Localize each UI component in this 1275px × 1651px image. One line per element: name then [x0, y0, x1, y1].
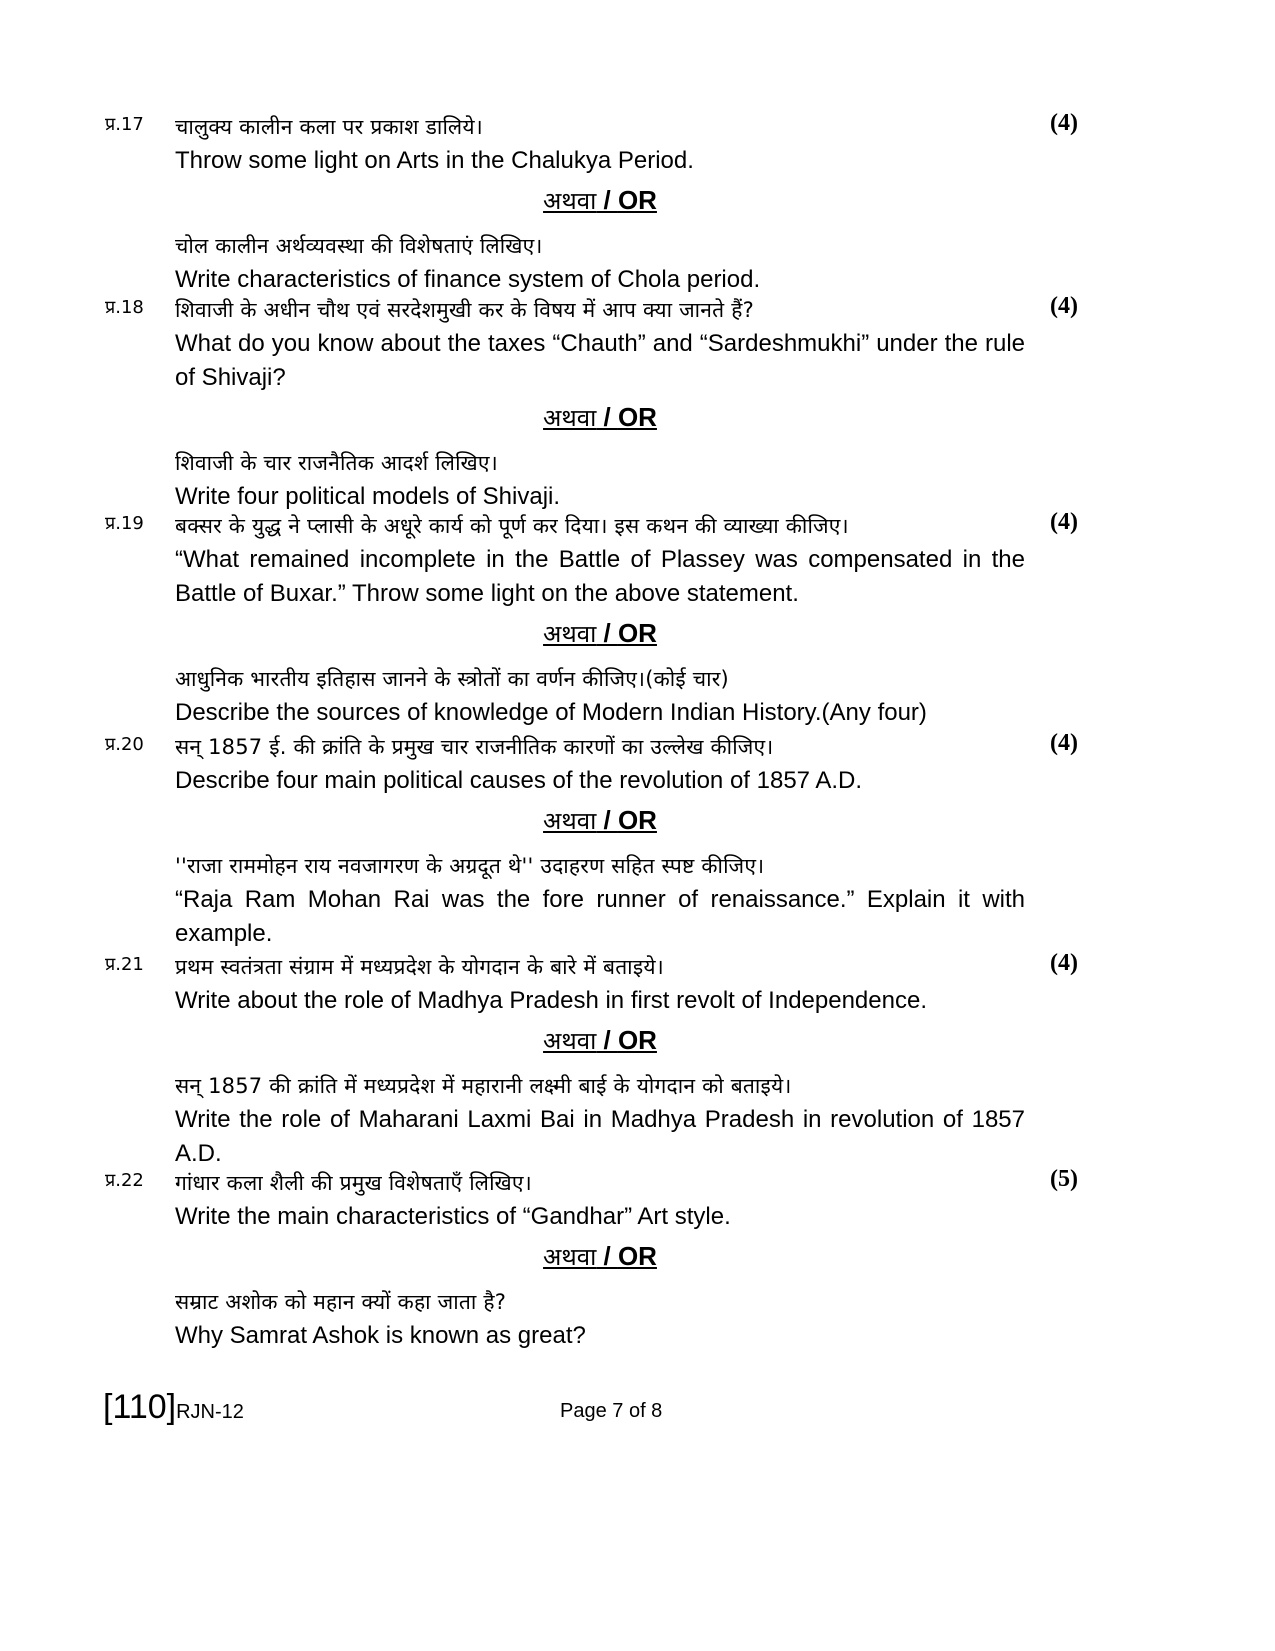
question-text-english: “What remained incomplete in the Battle of Plassey was compensated in the Battle of Buxar.” Throw some light on the above statement.: [175, 546, 1025, 607]
or-label-sep: /: [596, 402, 618, 432]
marks: (4): [1050, 110, 1078, 136]
or-label-hindi: अथवा: [543, 404, 597, 432]
question-19: [105, 509, 1078, 730]
question-text-english: Describe four main political causes of the revolution of 1857 A.D.: [175, 767, 863, 794]
paper-code: [103, 1388, 244, 1427]
or-separator: [175, 613, 1025, 654]
alt-question-text-english: “Raja Ram Mohan Rai was the fore runner of renaissance.” Explain it with example.: [175, 886, 1025, 947]
or-label-english: OR: [617, 402, 657, 432]
question-text-english: What do you know about the taxes “Chauth” and “Sardeshmukhi” under the rule of Shivaji?: [175, 330, 1025, 391]
or-label-hindi: अथवा: [543, 620, 597, 648]
alt-question-text-english: Describe the sources of knowledge of Modern Indian History.(Any four): [175, 699, 927, 726]
paper-code-bracket: [110]: [103, 1388, 177, 1426]
alt-question-text-english: Why Samrat Ashok is known as great?: [175, 1322, 586, 1349]
or-label-english: OR: [617, 805, 657, 835]
question-text-hindi: सन् 1857 ई. की क्रांति के प्रमुख चार राजनीतिक कारणों का उल्लेख कीजिए।: [175, 735, 774, 759]
question-number: प्र.19: [105, 513, 144, 534]
question-text-english: Throw some light on Arts in the Chalukya Period.: [175, 147, 694, 174]
paper-code-suffix: RJN-12: [176, 1401, 244, 1423]
marks: (5): [1050, 1166, 1078, 1192]
question-number: प्र.21: [105, 954, 144, 975]
question-number: प्र.17: [105, 114, 144, 135]
page-number: Page 7 of 8: [560, 1400, 663, 1422]
question-18: [105, 293, 1078, 514]
or-separator: [175, 180, 1025, 221]
question-text-hindi: बक्सर के युद्ध ने प्लासी के अधूरे कार्य को पूर्ण कर दिया। इस कथन की व्याख्या कीजिए।: [175, 514, 849, 538]
question-text-hindi: प्रथम स्वतंत्रता संग्राम में मध्यप्रदेश के योगदान के बारे में बताइये।: [175, 955, 664, 979]
or-label-hindi: अथवा: [543, 1243, 597, 1271]
or-label-hindi: अथवा: [543, 1027, 597, 1055]
marks: (4): [1050, 950, 1078, 976]
or-label-english: OR: [617, 618, 657, 648]
question-text-english: Write the main characteristics of “Gandhar” Art style.: [175, 1203, 731, 1230]
marks: (4): [1050, 730, 1078, 756]
alt-question-text-hindi: आधुनिक भारतीय इतिहास जानने के स्त्रोतों का वर्णन कीजिए।(कोई चार): [175, 667, 729, 691]
question-number: प्र.22: [105, 1170, 144, 1191]
question-20: [105, 730, 1078, 951]
or-separator: [175, 1020, 1025, 1061]
or-label-hindi: अथवा: [543, 187, 597, 215]
question-text-hindi: शिवाजी के अधीन चौथ एवं सरदेशमुखी कर के विषय में आप क्या जानते हैं?: [175, 298, 754, 322]
question-text-hindi: चालुक्य कालीन कला पर प्रकाश डालिये।: [175, 115, 483, 139]
alt-question-text-hindi: सन् 1857 की क्रांति में मध्यप्रदेश में महारानी लक्ष्मी बाई के योगदान को बताइये।: [175, 1074, 792, 1098]
alt-question-text-english: Write characteristics of finance system of Chola period.: [175, 266, 761, 293]
or-separator: [175, 1236, 1025, 1277]
or-separator: [175, 800, 1025, 841]
marks: (4): [1050, 509, 1078, 535]
or-label-sep: /: [596, 805, 618, 835]
alt-question-text-english: Write four political models of Shivaji.: [175, 483, 561, 510]
alt-question-text-hindi: सम्राट अशोक को महान क्यों कहा जाता है?: [175, 1290, 507, 1314]
question-17: [105, 110, 1078, 297]
question-text-hindi: गांधार कला शैली की प्रमुख विशेषताएँ लिखिए।: [175, 1171, 532, 1195]
alt-question-text-hindi: चोल कालीन अर्थव्यवस्था की विशेषताएं लिखिए।: [175, 234, 543, 258]
alt-question-text-hindi: ''राजा राममोहन राय नवजागरण के अग्रदूत थे'' उदाहरण सहित स्पष्ट कीजिए।: [175, 854, 765, 878]
question-22: [105, 1166, 1078, 1353]
or-label-english: OR: [617, 1025, 657, 1055]
alt-question-text-english: Write the role of Maharani Laxmi Bai in Madhya Pradesh in revolution of 1857 A.D.: [175, 1106, 1025, 1167]
or-label-sep: /: [596, 1241, 618, 1271]
question-21: [105, 950, 1078, 1171]
or-label-hindi: अथवा: [543, 807, 597, 835]
or-label-sep: /: [596, 1025, 618, 1055]
marks: (4): [1050, 293, 1078, 319]
or-label-english: OR: [617, 1241, 657, 1271]
alt-question-text-hindi: शिवाजी के चार राजनैतिक आदर्श लिखिए।: [175, 451, 498, 475]
question-number: प्र.20: [105, 734, 144, 755]
or-label-sep: /: [596, 185, 618, 215]
or-label-english: OR: [617, 185, 657, 215]
or-separator: [175, 397, 1025, 438]
question-text-english: Write about the role of Madhya Pradesh in first revolt of Independence.: [175, 987, 927, 1014]
question-number: प्र.18: [105, 297, 144, 318]
or-label-sep: /: [596, 618, 618, 648]
